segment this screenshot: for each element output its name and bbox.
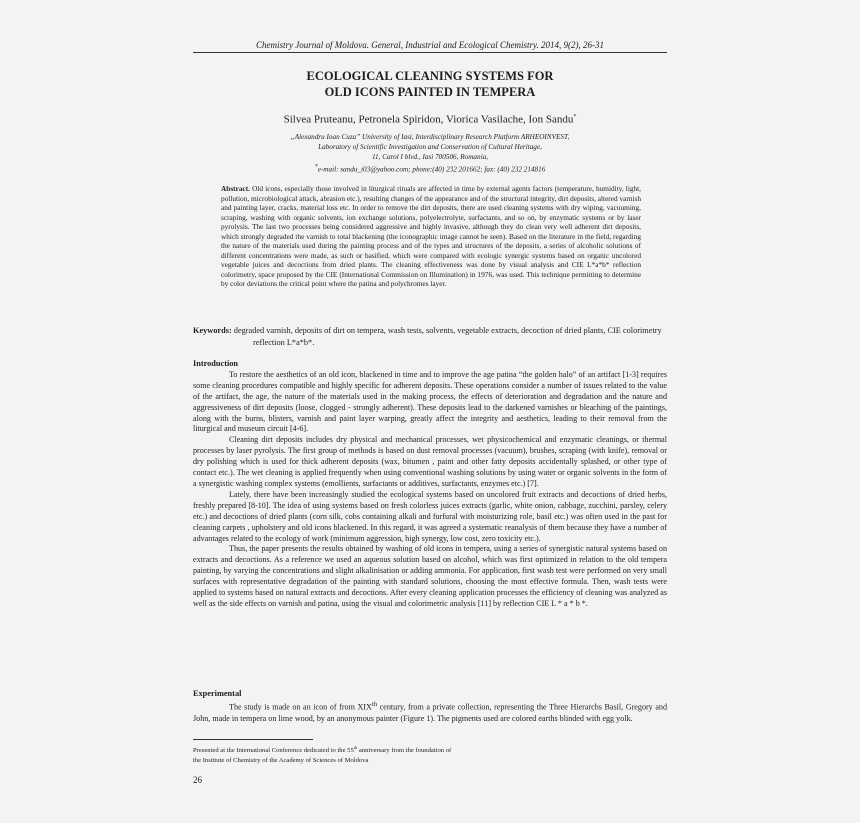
page-number: 26 xyxy=(193,775,202,785)
introduction-paragraph-3: Lately, there have been increasingly studied the ecological systems based on uncolored fruit extracts and decoctions of dried herbs, freshly prepared [8-10]. The idea of using systems based on fresh colorless juices extracts (garlic, white onion, cabbage, zucchini, parsley, celery etc.) and decoctions of dried plants (corn silk, cobs containing alkali and furfural with moisturizing role, basil etc.) was often used in the past for cleaning carpets , upholstery and old icons blackened. In this regard, it was agreed a systematic reanalysis of them because they have a number of advantages related to the ecology of work (minimum aggression, high synergy, low cost, zero toxicity etc.). xyxy=(193,489,667,543)
footnote xyxy=(193,743,667,766)
introduction-section xyxy=(193,359,667,610)
affiliation-line-2: Laboratory of Scientific Investigation and Conservation of Cultural Heritage, xyxy=(318,143,542,151)
experimental-section xyxy=(193,689,667,724)
introduction-paragraph-4: Thus, the paper presents the results obtained by washing of old icons in tempera, using a series of synergistic natural systems based on extracts and decoctions. As a reference we used an aqueous solution based on alcohol, which was first optimized in relation to the old tempera painting, by varying the concentrations and slight alkalinisation or adding ammonia. For application, first wash test were performed on very small surfaces with representative degradation of the painting with standard solutions, choosing the most effective formula. Then, wash tests were applied to systems based on natural extracts and decoctions. After every cleaning application processes the efficiency of cleaning was analyzed as well as the side effects on varnish and patina, using the visual and colorimetric analysis [11] by reflection CIE L * a * b *. xyxy=(193,544,667,608)
keywords-text: degraded varnish, deposits of dirt on tempera, wash tests, solvents, vegetable extracts, decoction of dried plants, CIE colorimetry reflection L*a*b*. xyxy=(233,326,662,347)
introduction-paragraph-2: Cleaning dirt deposits includes dry physical and mechanical processes, wet physicochemical and enzymatic cleanings, or thermal processes by laser pyrolysis. The first group of methods is based on dust removal processes (vacuum), brushes, scraping (with knife), removal or dry polishing which is used for thick adherent deposits (wax, bitumen , paint and other fatty deposits accidentally splashed, or other type of contact etc.). The wet cleaning is applied frequently when using conventional washing solutions by using water or organic solvents in the form of a synergistic washing complex systems (emollients, surfactants or additives, surfactants, enzymes etc.) [7]. xyxy=(193,435,667,488)
author-list xyxy=(193,110,667,127)
abstract-label: Abstract. xyxy=(221,184,250,193)
affiliation-line-3: 11, Carol I blvd., Iasi 700506, Romania, xyxy=(372,153,488,161)
introduction-paragraph-1: To restore the aesthetics of an old icon, blackened in time and to improve the age patina “the golden halo” of an artifact [1-3] requires some cleaning procedures compatible and highly specific for adherent deposits. These operations consider a number of issues related to the value of the artifact, the age, the nature of the materials used in the making process, the effects of deterioration and degradation and the nature and aggressiveness of dirt deposits (loose, clogged - strongly adherent). These deposits lead to the darkened varnishes or bleaching of the paintings, along with the burns, blisters, varnish and paint layer warping, greatly affect the integrity and aesthetics, leading to their removal from the liturgical and museum circuit [4-6]. xyxy=(193,369,667,434)
footnote-divider xyxy=(193,739,313,740)
footnote-superscript: th xyxy=(353,745,358,750)
journal-header: Chemistry Journal of Moldova. General, Industrial and Ecological Chemistry. 2014, 9(2), 26-31 xyxy=(193,40,667,53)
abstract xyxy=(221,184,641,289)
footnote-line-1 xyxy=(193,743,667,756)
paper-title xyxy=(193,68,667,100)
contact-text: e-mail: sandu_i03@yahoo.com; phone:(40) 232 201662; fax: (40) 232 214816 xyxy=(317,165,546,174)
affiliation-block xyxy=(193,132,667,174)
century-superscript: th xyxy=(371,700,378,708)
author-names: Silvea Pruteanu, Petronela Spiridon, Viorica Vasilache, Ion Sandu xyxy=(283,113,574,126)
experimental-heading: Experimental xyxy=(193,689,242,698)
footnote-text-end: anniversary from the foundation of xyxy=(357,747,452,755)
title-line-1: ECOLOGICAL CLEANING SYSTEMS FOR xyxy=(306,69,554,83)
corresponding-author-mark: * xyxy=(573,114,577,120)
contact-mark: * xyxy=(314,164,318,170)
introduction-heading: Introduction xyxy=(193,359,239,368)
title-line-2: OLD ICONS PAINTED IN TEMPERA xyxy=(324,85,536,99)
keywords xyxy=(193,325,667,348)
footnote-text-start: Presented at the International Conference dedicated to the 55 xyxy=(193,747,354,755)
experimental-paragraph xyxy=(193,700,667,725)
experimental-text-end: century, from a private collection, representing the Three Hierarchs Basil, Gregory and John, made in tempera on lime wood, by an anonymous painter (Figure 1). The pigments used are colored earths blinded with egg yolk. xyxy=(193,702,668,723)
affiliation-line-1: „Alexandru Ioan Cuza” University of Iasi, Interdisciplinary Research Platform ARHEOINVEST, xyxy=(290,133,570,141)
abstract-text: Old icons, especially those involved in liturgical rituals are affected in time by external agents factors (temperature, humidity, light, pollution, microbiological attack, abrasion etc.), resulting changes of the appearance and of the structural integrity, dirt deposits, altered varnish and painting layer, cracks, material loss etc. In order to remove the dirt deposits, there are used cleaning systems with dry wiping, vacuuming, scraping, washing with organic solvents, ion exchange solutions, polyelectrolyte, surfactants, and so on, by enzymatic systems or by laser pyrolysis. The last two processes being considered aggressive and highly invasive, although they do clean very well adherent dirt deposits, which strongly degraded the varnish to total blackening (the iconographic image cannot be seen). Based on the literature in the field, regarding the nature of the materials used during the painting process and of the types and structures of the deposits, a series of alcoholic solutions of different concentrations were made, as such or basified, which were compared with ecologic synergic systems based on organic uncolored vegetable juices and decoctions from dried plants. The cleaning effectiveness was done by visual analysis and CIE L*a*b* reflection colorimetry, space proposed by the CIE (International Commission on Illumination) in 1976, was used. This technique permitting to determine by color deviations the critical point where the patina and polychromes layer. xyxy=(221,184,642,289)
contact-line xyxy=(193,162,667,174)
experimental-text-start: The study is made on an icon of from XIX xyxy=(229,702,372,712)
footnote-line-2: the Institute of Chemistry of the Academy of Sciences of Moldova xyxy=(193,757,369,765)
keywords-label: Keywords: xyxy=(193,326,232,335)
